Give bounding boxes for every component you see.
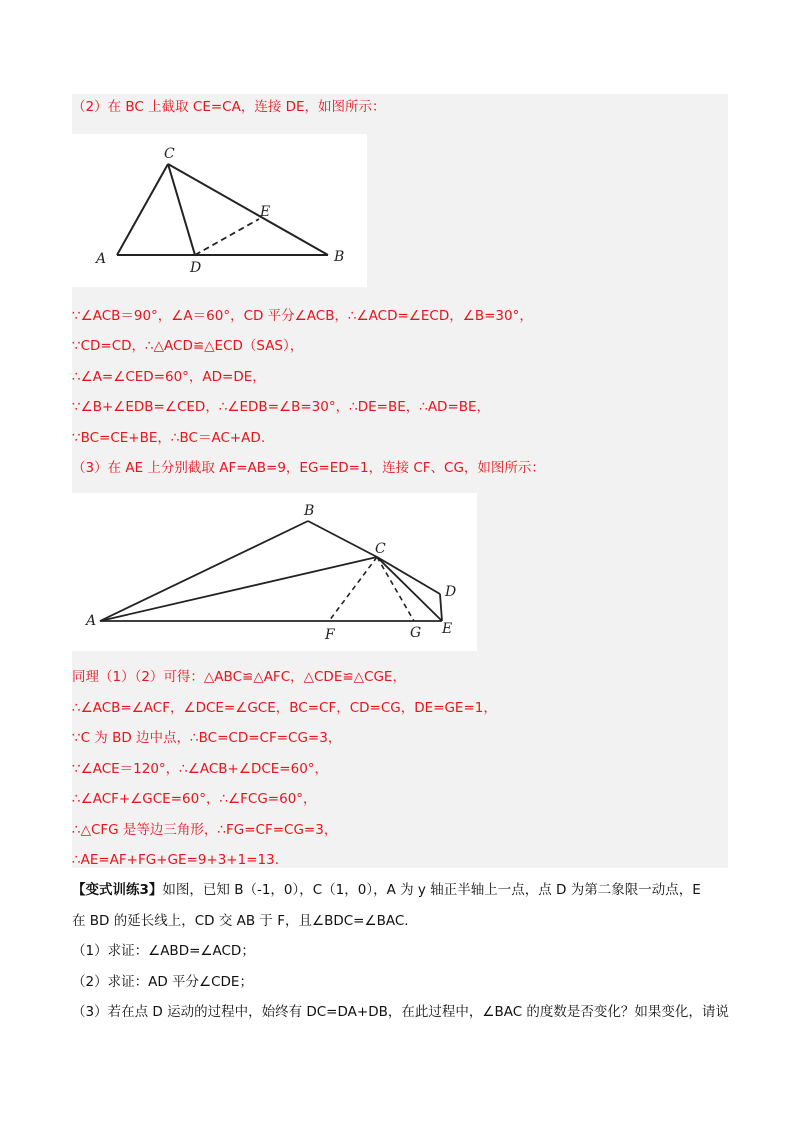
figure-1 <box>72 134 367 287</box>
part3-step-7: ∴AE=AF+FG+GE=9+3+1=13. <box>72 852 279 868</box>
label-d: D <box>445 584 457 600</box>
segment-de-dashed <box>195 219 259 255</box>
segment-bc <box>308 521 377 557</box>
label-d: D <box>190 260 202 276</box>
label-a: A <box>96 251 107 267</box>
exercise-line-1 <box>72 880 701 900</box>
label-b: B <box>304 503 315 519</box>
exercise-line-2: 在 BD 的延长线上，CD 交 AB 于 F，且∠BDC=∠BAC. <box>72 913 409 929</box>
part2-intro: （2）在 BC 上截取 CE=CA，连接 DE，如图所示： <box>72 99 386 115</box>
figure-2 <box>72 493 477 651</box>
label-e: E <box>442 621 453 637</box>
label-e: E <box>260 204 271 220</box>
part3-step-3: ∵C 为 BD 边中点，∴BC=CD=CF=CG=3， <box>72 730 342 746</box>
question-2: （2）求证：AD 平分∠CDE； <box>72 974 253 990</box>
exercise-text-1: 如图，已知 B（-1，0），C（1，0），A 为 y 轴正半轴上一点，点 D 为第二象限一动点，E <box>162 882 701 898</box>
part3-step-4: ∵∠ACE＝120°，∴∠ACB+∠DCE=60°， <box>72 761 329 777</box>
part3-step-5: ∴∠ACF+∠GCE=60°，∴∠FCG=60°， <box>72 791 317 807</box>
label-c: C <box>375 541 386 557</box>
label-a: A <box>86 613 97 629</box>
part3-step-2: ∴∠ACB=∠ACF，∠DCE=∠GCE，BC=CF，CD=CG，DE=GE=1， <box>72 700 497 716</box>
part3-intro: （3）在 AE 上分别截取 AF=AB=9，EG=ED=1，连接 CF、CG，如图所示： <box>72 460 545 476</box>
segment-de <box>440 594 442 621</box>
segment-cb <box>168 164 328 255</box>
part2-step-4: ∵∠B+∠EDB=∠CED，∴∠EDB=∠B=30°，∴DE=BE，∴AD=BE， <box>72 399 491 415</box>
label-b: B <box>334 249 345 265</box>
part3-step-6: ∴△CFG 是等边三角形，∴FG=CF=CG=3， <box>72 822 338 838</box>
question-1: （1）求证：∠ABD=∠ACD； <box>72 943 255 959</box>
label-g: G <box>410 625 422 641</box>
segment-ac <box>100 557 377 621</box>
label-f: F <box>325 627 335 643</box>
exercise-tag: 【变式训练3】 <box>72 882 163 898</box>
label-c: C <box>164 146 175 162</box>
part3-step-1: 同理（1）（2）可得：△ABC≌△AFC，△CDE≌△CGE， <box>72 669 406 685</box>
part2-step-1: ∵∠ACB＝90°，∠A＝60°，CD 平分∠ACB，∴∠ACD=∠ECD，∠B=30°， <box>72 308 533 324</box>
segment-ac <box>117 164 168 255</box>
quadrilateral-figure-2 <box>72 493 477 651</box>
part2-step-5: ∵BC=CE+BE，∴BC＝AC+AD. <box>72 430 266 446</box>
question-3: （3）若在点 D 运动的过程中，始终有 DC=DA+DB，在此过程中，∠BAC 的度数是否变化？如果变化，请说 <box>72 1004 729 1020</box>
triangle-figure-1 <box>72 134 367 287</box>
part2-step-3: ∴∠A=∠CED=60°，AD=DE， <box>72 369 266 385</box>
part2-step-2: ∵CD=CD，∴△ACD≌△ECD（SAS）， <box>72 338 304 354</box>
segment-ab <box>100 521 308 621</box>
